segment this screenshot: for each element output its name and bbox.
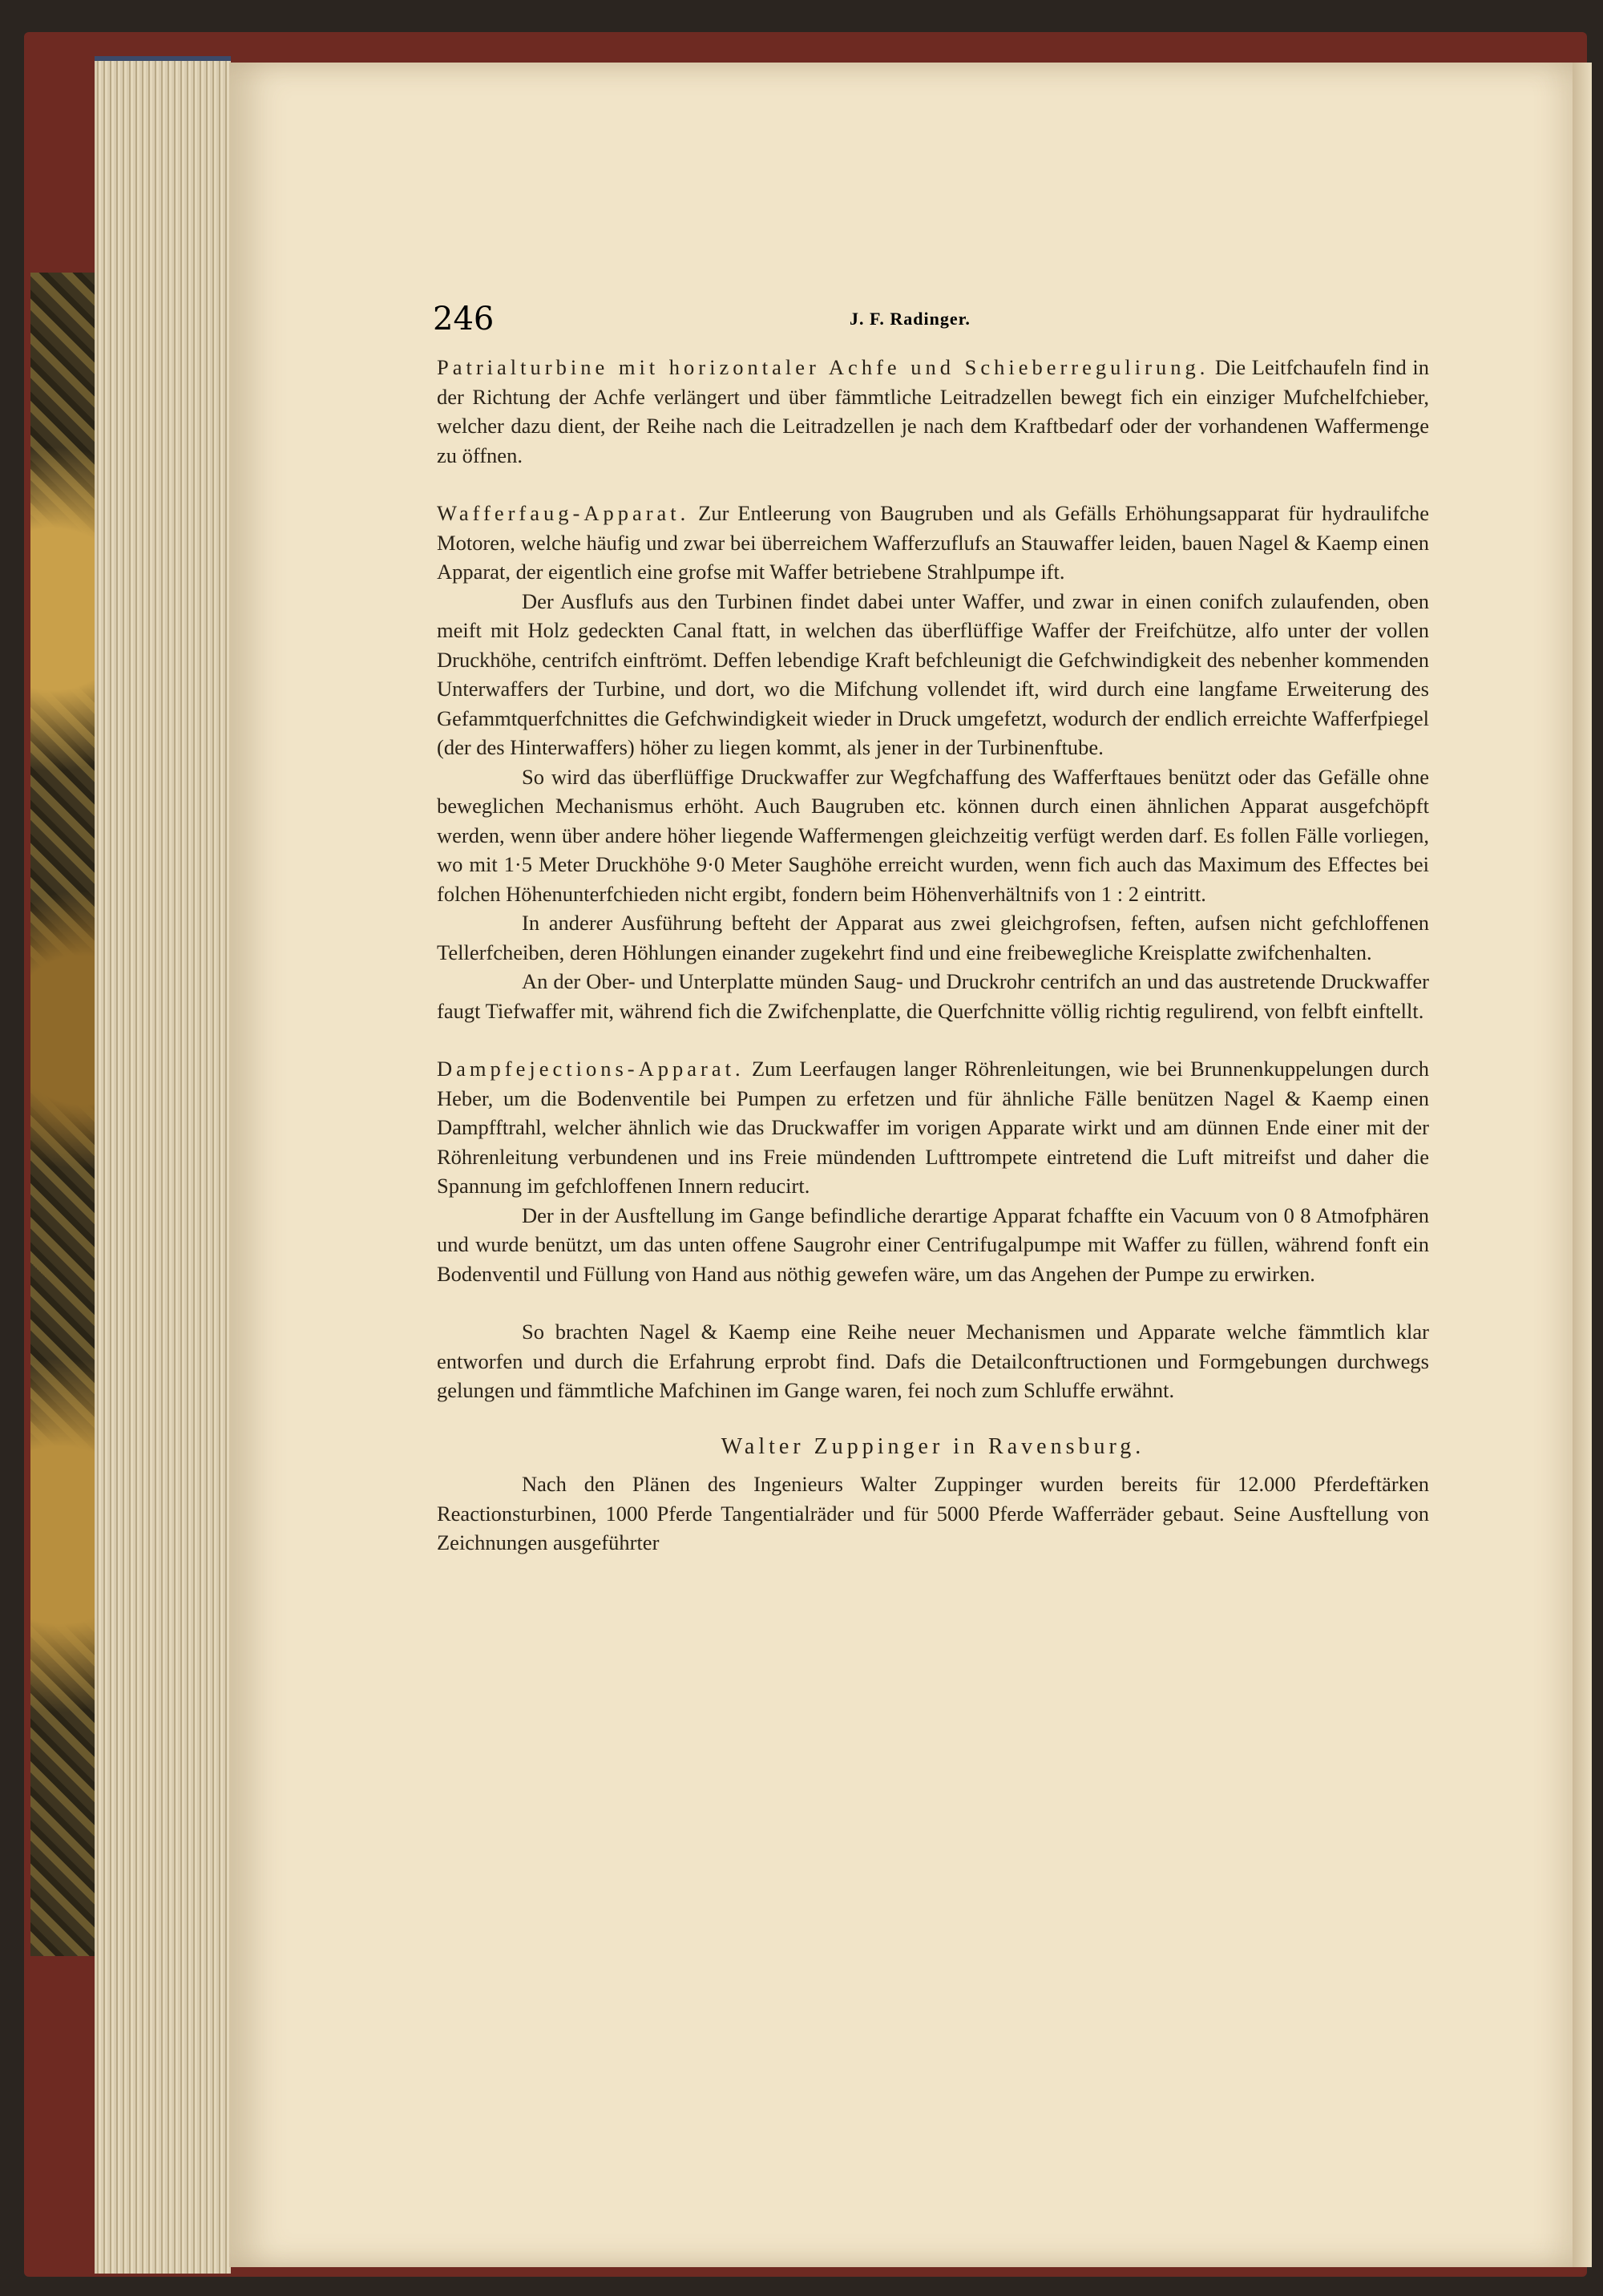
- paragraph-andere-ausfuehrung: In anderer Ausführung befteht der Apparat aus zwei gleichgrofsen, feften, aufsen nicht gefchloffenen Tellerfcheiben, deren Höhlungen einander zugekehrt find und eine freibewegliche Kreisplatte zwifchenhalten.: [437, 911, 1429, 964]
- paragraph-druckwaffer: So wird das überflüffige Druckwaffer zur Wegfchaffung des Wafferftaues benützt oder das Gefälle ohne beweglichen Mechanismus erhöht. Auch Baugruben etc. können durch einen ähnlichen Apparat ausgefchöpft werden, wenn über andere höher liegende Waffermengen gleichzeitig verfügt werden darf. Es follen Fälle vorliegen, wo mit 1·5 Meter Druckhöhe 9·0 Meter Saughöhe erreicht wurden, wenn fich auch das Maximum des Effectes bei folchen Höhenunterfchieden nicht ergibt, fondern beim Höhenverhältnifs von 1 : 2 eintritt.: [437, 764, 1429, 906]
- paragraph-text: Die Leitfchaufeln find in der Richtung der Achfe verlängert und über fämmtliche Leitradzellen bewegt fich ein einziger Mufchelfchieber, welcher dazu dient, der Reihe nach die Leitradzellen je nach dem Kraftbedarf oder der vorhandenen Waffermenge zu öffnen.: [437, 355, 1429, 467]
- paragraph-ober-unterplatte: An der Ober- und Unterplatte münden Saug- und Druckrohr centrifch an und das austretende Druckwaffer faugt Tiefwaffer mit, während fich die Zwifchenplatte, die Querfchnitte völlig richtig regulirend, von felbft einftellt.: [437, 969, 1429, 1023]
- paragraph-vacuum: Der in der Ausftellung im Gange befindliche derartige Apparat fchaffte ein Vacuum von 0 8 Atmofphären und wurde benützt, um das unten offene Saugrohr einer Centrifugalpumpe mit Waffer zu füllen, während fonft ein Bodenventil und Füllung von Hand aus nöthig gewefen wäre, um das Angehen der Pumpe zu erwirken.: [437, 1203, 1429, 1286]
- page-edges: [95, 56, 231, 2274]
- paragraph-wafferfaug: [437, 499, 1429, 587]
- paragraph-lead: Dampfejections-Apparat.: [437, 1057, 745, 1081]
- section-heading: Walter Zuppinger in Ravensburg.: [721, 1433, 1145, 1459]
- paragraph-lead: Wafferfaug-Apparat.: [437, 501, 690, 525]
- paragraph-ausfluss: Der Ausflufs aus den Turbinen findet dabei unter Waffer, und zwar in einen conifch zulaufenden, oben meift mit Holz gedeckten Canal ftatt, in welchen das überflüffige Waffer der Freifchütze, alfo unter der vollen Druckhöhe, centrifch einftrömt. Deffen lebendige Kraft befchleunigt die Gefchwindigkeit des nebenher kommenden Unterwaffers der Turbine, und dort, wo die Mifchung vollendet ift, wird durch eine langfame Erweiterung des Gefammtquerfchnittes die Gefchwindigkeit wieder in Druck umgefetzt, wodurch der endlich erreichte Wafferfpiegel (der des Hinterwaffers) höher zu liegen kommt, als jener in der Turbinenftube.: [437, 588, 1429, 759]
- facing-page-edge: [1573, 63, 1592, 2267]
- paragraph-text: Zur Entleerung von Baugruben und als Gefälls Erhöhungsapparat für hydraulifche Motoren, welche häufig und zwar bei überreichem Wafferzuflufs an Stauwaffer leiden, bauen Nagel & Kaemp einen Apparat, der eigentlich eine grofse mit Waffer betriebene Strahlpumpe ift.: [437, 501, 1429, 584]
- page-number: 246: [433, 301, 495, 338]
- marbled-binding: [30, 273, 104, 1956]
- paragraph-dampfejections: [437, 1054, 1429, 1201]
- page-body: [437, 353, 1429, 1558]
- paragraph-zuppinger: Nach den Plänen des Ingenieurs Walter Zuppinger wurden bereits für 12.000 Pferdeftärken Reactionsturbinen, 1000 Pferde Tangentialräder und für 5000 Pferde Wafferräder gebaut. Seine Ausftellung von Zeichnungen ausgeführter: [437, 1472, 1429, 1554]
- page-header: [433, 301, 1427, 341]
- running-head: J. F. Radinger.: [850, 309, 971, 329]
- paragraph-lead: Patrialturbine mit horizontaler Achfe und Schieberregulirung.: [437, 355, 1209, 379]
- paragraph-patrialturbine: [437, 353, 1429, 470]
- paragraph-nagel-kaemp-summary: So brachten Nagel & Kaemp eine Reihe neuer Mechanismen und Apparate welche fämmtlich klar entworfen und durch die Erfahrung erprobt find. Dafs die Detailconftructionen und Formgebungen durchwegs gelungen und fämmtliche Mafchinen im Gange waren, fei noch zum Schluffe erwähnt.: [437, 1320, 1429, 1402]
- paragraph-text: Zum Leerfaugen langer Röhrenleitungen, wie bei Brunnenkuppelungen durch Heber, um die Bodenventile bei Pumpen zu erfetzen und für ähnliche Fälle benützen Nagel & Kaemp einen Dampfftrahl, welcher ähnlich wie das Druckwaffer im vorigen Apparate wirkt und am dünnen Ende einer mit der Röhrenleitung verbundenen und ins Freie mündenden Lufttrompete eintretend die Luft mitreifst und daher die Spannung im gefchloffenen Innern reducirt.: [437, 1057, 1429, 1198]
